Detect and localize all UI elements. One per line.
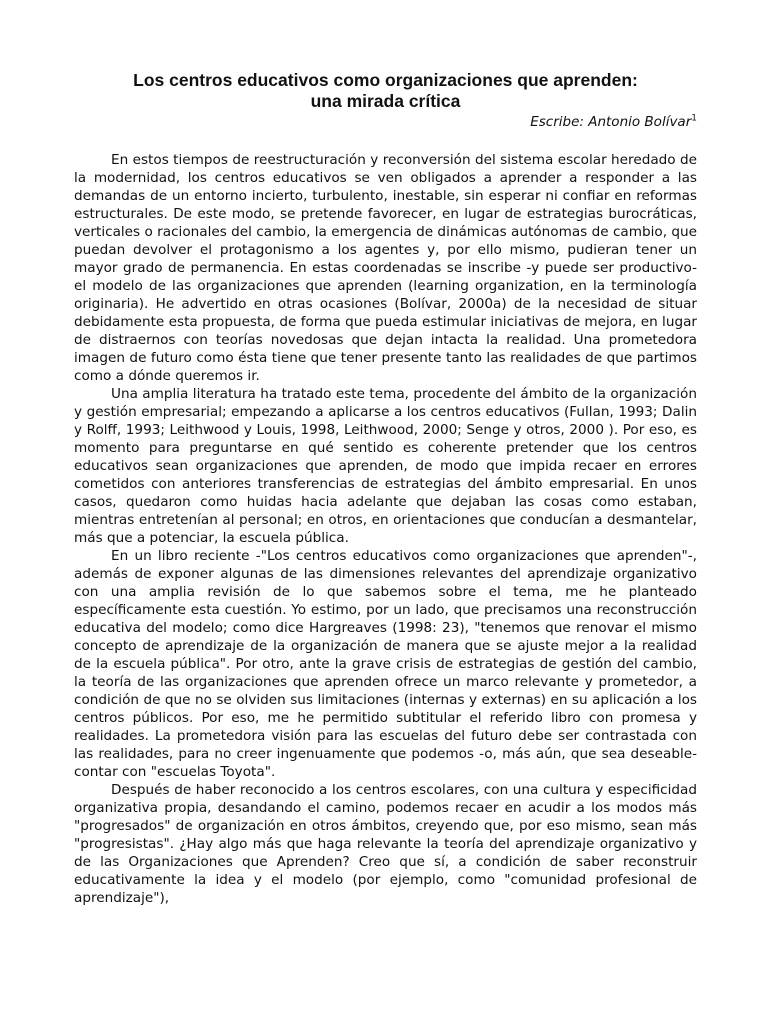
paragraph-2: Una amplia literatura ha tratado este tema, procedente del ámbito de la organización y gestión empresarial; empezando a aplicarse a los centros educativos (Fullan, 1993; Dalin y Rolff, 1993; Leithwood y Louis, 1998, Leithwood, 2000; Senge y otros, 2000 ). Por eso, es momento para preguntarse en qué sentido es coherente pretender que los centros educativos sean organizaciones que aprenden, de modo que impida recaer en errores cometidos con anteriores transferencias de estrategias del ámbito empresarial. En unos casos, quedaron como huidas hacia adelante que dejaban las cosas como estaban, mientras entretenían al personal; en otros, en orientaciones que conducían a desmantelar, más que a potenciar, la escuela pública. xyxy=(74,386,697,546)
document-title xyxy=(74,70,697,112)
author-line xyxy=(74,114,697,131)
title-line-2: una mirada crítica xyxy=(310,91,461,111)
document-body xyxy=(74,151,697,907)
document-page xyxy=(74,70,697,907)
paragraph-3: En un libro reciente -"Los centros educativos como organizaciones que aprenden"-, además de exponer algunas de las dimensiones relevantes del aprendizaje organizativo con una amplia revisión de lo que sabemos sobre el tema, me he planteado específicamente esta cuestión. Yo estimo, por un lado, que precisamos una reconstrucción educativa del modelo; como dice Hargreaves (1998: 23), "tenemos que renovar el mismo concepto de aprendizaje de la organización de manera que se ajuste mejor a la realidad de la escuela pública". Por otro, ante la grave crisis de estrategias de gestión del cambio, la teoría de las organizaciones que aprenden ofrece un marco relevante y prometedor, a condición de que no se olviden sus limitaciones (internas y externas) en su aplicación a los centros públicos. Por eso, me he permitido subtitular el referido libro con promesa y realidades. La prometedora visión para las escuelas del futuro debe ser contrastada con las realidades, para no creer ingenuamente que podemos -o, más aún, que sea deseable- contar con "escuelas Toyota". xyxy=(74,548,697,780)
title-line-1: Los centros educativos como organizaciones que aprenden: xyxy=(133,70,638,90)
author-name: Escribe: Antonio Bolívar xyxy=(530,114,692,130)
paragraph-4: Después de haber reconocido a los centros escolares, con una cultura y especificidad organizativa propia, desandando el camino, podemos recaer en acudir a los modos más "progresados" de organización en otros ámbitos, creyendo que, por eso mismo, sean más "progresistas". ¿Hay algo más que haga relevante la teoría del aprendizaje organizativo y de las Organizaciones que Aprenden? Creo que sí, a condición de saber reconstruir educativamente la idea y el modelo (por ejemplo, como "comunidad profesional de aprendizaje"), xyxy=(74,782,697,906)
paragraph-1: En estos tiempos de reestructuración y reconversión del sistema escolar heredado de la modernidad, los centros educativos se ven obligados a aprender a responder a las demandas de un entorno incierto, turbulento, inestable, sin esperar ni confiar en reformas estructurales. De este modo, se pretende favorecer, en lugar de estrategias burocráticas, verticales o racionales del cambio, la emergencia de dinámicas autónomas de cambio, que puedan devolver el protagonismo a los agentes y, por ello mismo, pudieran tener un mayor grado de permanencia. En estas coordenadas se inscribe -y puede ser productivo- el modelo de las organizaciones que aprenden (learning organization, en la terminología originaria). He advertido en otras ocasiones (Bolívar, 2000a) de la necesidad de situar debidamente esta propuesta, de forma que pueda estimular iniciativas de mejora, en lugar de distraernos con teorías novedosas que dejan intacta la realidad. Una prometedora imagen de futuro como ésta tiene que tener presente tanto las realidades de que partimos como a dónde queremos ir. xyxy=(74,152,697,384)
author-footnote-mark: 1 xyxy=(691,113,697,124)
